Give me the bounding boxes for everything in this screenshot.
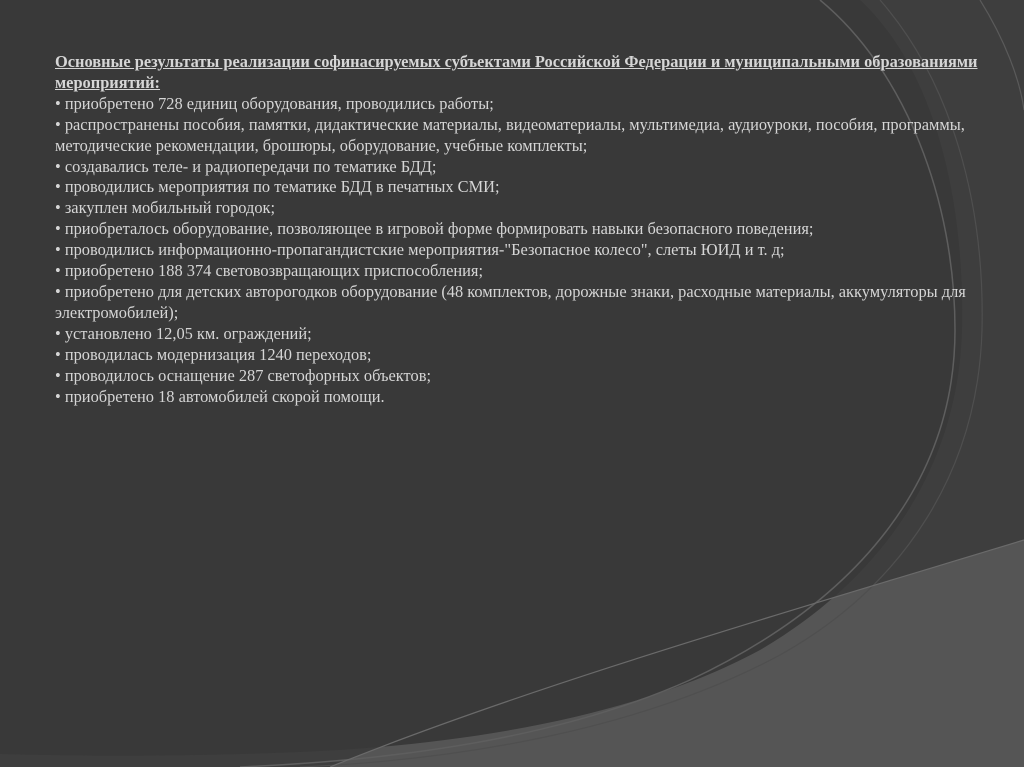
list-item: • приобретено 18 автомобилей скорой помощи. — [55, 386, 385, 406]
list-item: • приобреталось оборудование, позволяющее в игровой форме формировать навыки безопасного поведения; — [55, 219, 814, 239]
list-item: • проводились мероприятия по тематике БДД в печатных СМИ; — [55, 177, 500, 197]
list-item: • приобретено 728 единиц оборудования, проводились работы; — [55, 93, 494, 113]
list-item: • проводились информационно-пропагандистские мероприятия-"Безопасное колесо", слеты ЮИД и т. д; — [55, 240, 785, 260]
slide-heading: Основные результаты реализации софинасируемых субъектами Российской Федерации и муниципальными образованиями мероприятий: — [55, 52, 978, 92]
list-item: • распространены пособия, памятки, дидактические материалы, видеоматериалы, мультимедиа, аудиоуроки, пособия, программы, методические рекомендации, брошюры, оборудование, учебные комплекты; — [55, 114, 965, 155]
content-block — [55, 52, 990, 407]
list-item: • приобретено 188 374 световозвращающих приспособления; — [55, 261, 483, 281]
list-item: • закуплен мобильный городок; — [55, 198, 276, 218]
list-item: • приобретено для детских авторогодков оборудование (48 комплектов, дорожные знаки, расходные материалы, аккумуляторы для электромобилей); — [55, 281, 966, 322]
list-item: • установлено 12,05 км. ограждений; — [55, 323, 312, 343]
results-list — [55, 94, 990, 408]
list-item: • создавались теле- и радиопередачи по тематике БДД; — [55, 156, 437, 176]
list-item: • проводилось оснащение 287 светофорных объектов; — [55, 365, 431, 385]
list-item: • проводилась модернизация 1240 переходов; — [55, 344, 372, 364]
